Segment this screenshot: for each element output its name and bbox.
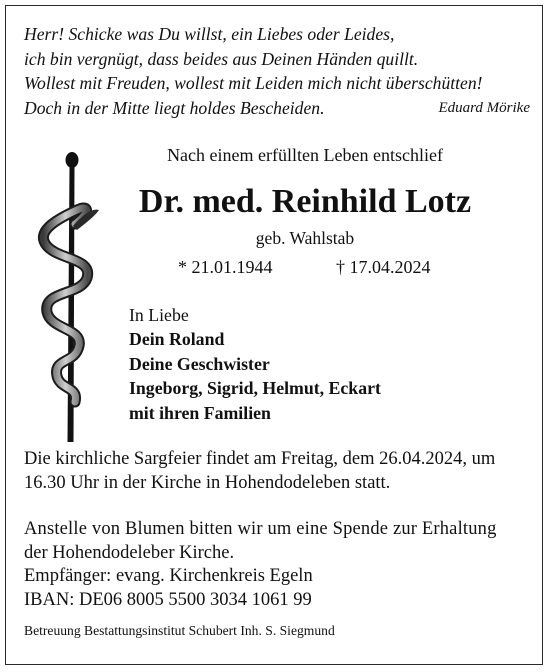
donation-line: der Hohendodeleber Kirche. — [24, 542, 235, 563]
mourner-line: mit ihren Familien — [129, 402, 271, 423]
mourner-line: Ingeborg, Sigrid, Helmut, Eckart — [129, 378, 381, 399]
mourner-line: Dein Roland — [129, 329, 225, 350]
aesculapian-staff-icon — [33, 150, 103, 444]
poem-line: ich bin vergnügt, dass beides aus Deinen Händen quillt. — [24, 48, 419, 69]
poem-line: Wollest mit Freuden, wollest mit Leiden mich nicht überschütten! — [24, 73, 483, 94]
service-info — [24, 448, 495, 495]
service-line: 16.30 Uhr in der Kirche in Hohendodeleben statt. — [24, 472, 391, 493]
donation-iban: IBAN: DE06 8005 5500 3034 1061 99 — [24, 589, 312, 610]
death-date: † 17.04.2024 — [336, 257, 431, 277]
donation-line: Anstelle von Blumen bitten wir um eine Spende zur Erhaltung — [24, 519, 497, 539]
birth-name: geb. Wahlstab — [255, 228, 355, 248]
funeral-home-credit: Betreuung Bestattungsinstitut Schubert Inh. S. Siegmund — [24, 623, 335, 638]
donation-recipient: Empfänger: evang. Kirchenkreis Egeln — [24, 566, 313, 586]
poem — [24, 22, 534, 121]
deceased-name: Dr. med. Reinhild Lotz — [138, 183, 472, 220]
donation-info — [24, 518, 497, 612]
mourners-list — [129, 303, 381, 425]
poem-author: Eduard Mörike — [438, 100, 530, 117]
poem-line: Doch in der Mitte liegt holdes Bescheiden. — [24, 98, 325, 119]
service-line: Die kirchliche Sargfeier findet am Freitag, dem 26.04.2024, um — [24, 449, 496, 469]
mourners-intro: In Liebe — [129, 305, 189, 325]
notice-intro: Nach einem erfüllten Leben entschlief — [167, 145, 443, 165]
mourner-line: Deine Geschwister — [129, 353, 270, 374]
poem-line: Herr! Schicke was Du willst, ein Liebes oder Leides, — [24, 24, 395, 44]
poem-last-line-row — [24, 96, 534, 121]
birth-date: * 21.01.1944 — [178, 257, 273, 277]
